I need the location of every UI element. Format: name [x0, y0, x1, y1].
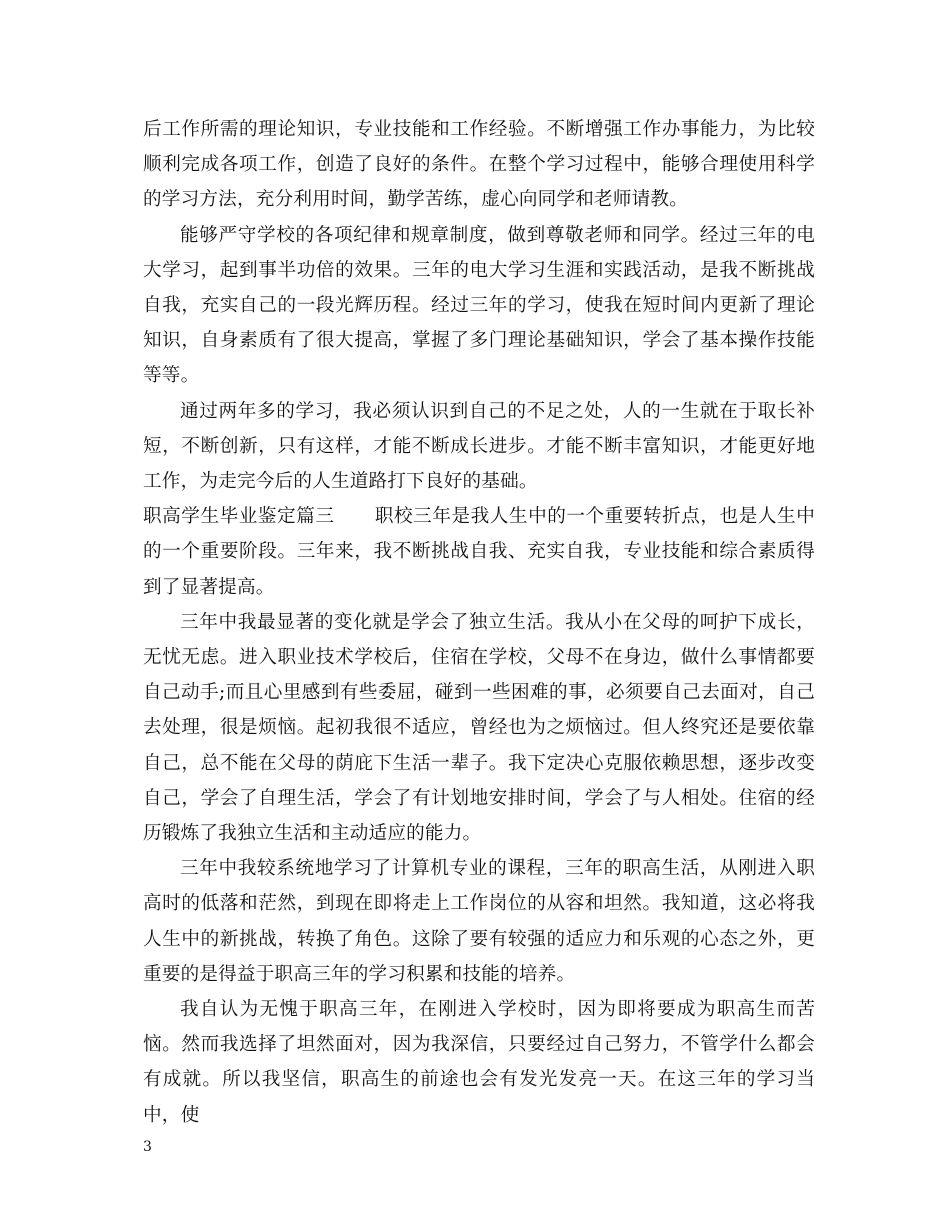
section-heading-paragraph: [143, 499, 815, 605]
page-number: 3: [143, 1139, 152, 1155]
paragraph-3: 通过两年多的学习，我必须认识到自己的不足之处，人的一生就在于取长补短，不断创新，只有这样，才能不断成长进步。才能不断丰富知识，才能更好地工作，为走完今后的人生道路打下良好的基础。: [143, 400, 815, 493]
document-body: [143, 112, 815, 1133]
paragraph-1: 后工作所需的理论知识，专业技能和工作经验。不断增强工作办事能力，为比较顺利完成各项工作，创造了良好的条件。在整个学习过程中，能够合理使用科学的学习方法，充分利用时间，勤学苦练，虚心向同学和老师请教。: [143, 119, 815, 211]
section-paragraph-2: 三年中我较系统地学习了计算机专业的课程，三年的职高生活，从刚进入职高时的低落和茫然，到现在即将走上工作岗位的从容和坦然。我知道，这必将我人生中的新挑战，转换了角色。这除了要有较强的适应力和乐观的心态之外，更重要的是得益于职高三年的学习积累和技能的培养。: [143, 858, 815, 985]
section-paragraph-1: 三年中我最显著的变化就是学会了独立生活。我从小在父母的呵护下成长，无忧无虑。进入职业技术学校后，住宿在学校，父母不在身边，做什么事情都要自己动手;而且心里感到有些委屈，碰到一些困难的事，必须要自己去面对，自己去处理，很是烦恼。起初我很不适应，曾经也为之烦恼过。但人终究还是要依靠自己，总不能在父母的荫庇下生活一辈子。我下定决心克服依赖思想，逐步改变自己，学会了自理生活，学会了有计划地安排时间，学会了与人相处。住宿的经历锻炼了我独立生活和主动适应的能力。: [143, 611, 815, 845]
section-paragraph-3: 我自认为无愧于职高三年，在刚进入学校时，因为即将要成为职高生而苦恼。然而我选择了坦然面对，因为我深信，只要经过自己努力，不管学什么都会有成就。所以我坚信，职高生的前途也会有发光发亮一天。在这三年的学习当中，使: [143, 999, 815, 1126]
paragraph-2: 能够严守学校的各项纪律和规章制度，做到尊敬老师和同学。经过三年的电大学习，起到事半功倍的效果。三年的电大学习生涯和实践活动，是我不断挑战自我，充实自己的一段光辉历程。经过三年的学习，使我在短时间内更新了理论知识，自身素质有了很大提高，掌握了多门理论基础知识，学会了基本操作技能等等。: [143, 224, 815, 387]
section-heading: 职高学生毕业鉴定篇三: [143, 506, 335, 528]
section-intro-text: 职校三年是我人生中的一个重要转折点，也是人生中的一个重要阶段。三年来，我不断挑战自我、充实自我，专业技能和综合素质得到了显著提高。: [143, 506, 815, 598]
